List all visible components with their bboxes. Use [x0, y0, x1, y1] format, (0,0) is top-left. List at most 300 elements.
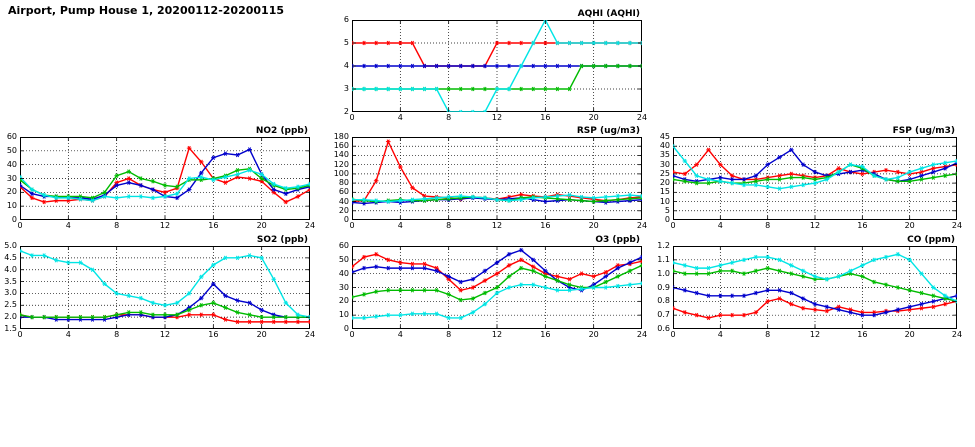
- x-axis-tick-label: 16: [857, 221, 868, 230]
- data-point-marker: [907, 308, 912, 312]
- data-point-marker: [884, 255, 889, 259]
- data-point-marker: [872, 313, 877, 317]
- data-point-marker: [519, 283, 524, 287]
- y-axis-tick-label: 0.6: [657, 324, 670, 333]
- data-point-marker: [628, 64, 633, 68]
- x-axis-tick-label: 8: [765, 330, 771, 339]
- data-point-marker: [555, 288, 560, 292]
- y-axis-tick-label: 60: [6, 132, 17, 141]
- y-axis-tick-label: 1.1: [657, 254, 670, 264]
- x-axis-tick-label: 12: [809, 330, 821, 339]
- data-point-marker: [235, 299, 240, 303]
- data-point-marker: [777, 187, 782, 191]
- data-point-marker: [628, 41, 633, 45]
- data-point-marker: [567, 288, 572, 292]
- x-axis-tick-label: 4: [397, 330, 403, 339]
- data-point-marker: [931, 305, 936, 309]
- data-point-marker: [410, 288, 415, 292]
- data-point-marker: [694, 313, 699, 317]
- data-point-marker: [247, 320, 252, 324]
- data-point-marker: [422, 266, 427, 270]
- data-point-marker: [247, 253, 252, 257]
- data-point-marker: [919, 174, 924, 178]
- y-axis-tick-label: 3: [343, 84, 349, 93]
- x-axis-tick-label: 20: [588, 221, 599, 230]
- data-point-marker: [519, 41, 524, 45]
- data-point-marker: [730, 261, 735, 265]
- y-axis-tick-label: 40: [338, 196, 349, 206]
- x-axis-tick-label: 16: [540, 113, 551, 122]
- x-axis-tick-label: 8: [114, 221, 120, 230]
- y-axis-tick-label: 25: [659, 168, 670, 178]
- x-axis-tick-label: 24: [636, 113, 648, 122]
- data-point-marker: [398, 64, 403, 68]
- data-point-marker: [801, 183, 806, 187]
- data-point-marker: [54, 199, 59, 203]
- data-point-marker: [777, 174, 782, 178]
- data-point-marker: [860, 172, 865, 176]
- x-axis-tick-label: 24: [951, 330, 963, 339]
- data-point-marker: [446, 316, 451, 320]
- data-point-marker: [362, 292, 367, 296]
- data-point-marker: [579, 199, 584, 203]
- data-point-marker: [519, 87, 524, 91]
- y-axis-tick-label: 5: [343, 38, 349, 47]
- data-point-marker: [673, 261, 675, 265]
- data-point-marker: [458, 87, 463, 91]
- y-axis-tick-label: 0.7: [657, 310, 670, 320]
- data-point-marker: [458, 64, 463, 68]
- x-axis-tick-label: 4: [397, 221, 403, 230]
- data-point-marker: [742, 313, 747, 317]
- data-point-marker: [543, 64, 548, 68]
- data-point-marker: [789, 172, 794, 176]
- y-axis-tick-label: 15: [659, 187, 670, 197]
- data-point-marker: [374, 41, 379, 45]
- data-point-marker: [386, 41, 391, 45]
- y-axis-tick-label: 30: [338, 282, 349, 292]
- data-point-marker: [308, 320, 310, 324]
- data-point-marker: [628, 283, 633, 287]
- data-series-line: [20, 251, 310, 317]
- data-point-marker: [567, 198, 572, 202]
- data-point-marker: [801, 274, 806, 278]
- y-axis-tick-label: 140: [333, 150, 349, 160]
- data-point-marker: [694, 266, 699, 270]
- data-point-marker: [706, 294, 711, 298]
- data-point-marker: [789, 272, 794, 276]
- chart-canvas: [673, 137, 957, 220]
- data-point-marker: [543, 87, 548, 91]
- data-point-marker: [730, 294, 735, 298]
- x-axis-tick-label: 20: [588, 113, 599, 122]
- data-point-marker: [683, 288, 688, 292]
- y-axis-tick-label: 10: [338, 310, 349, 320]
- chart-panel: [338, 235, 648, 339]
- data-point-marker: [567, 64, 572, 68]
- x-axis-tick-label: 24: [636, 221, 648, 230]
- data-point-marker: [836, 305, 841, 309]
- data-point-marker: [507, 41, 512, 45]
- data-point-marker: [628, 193, 633, 197]
- x-axis-tick-label: 24: [636, 330, 648, 339]
- data-point-marker: [199, 303, 204, 307]
- data-point-marker: [446, 64, 451, 68]
- data-point-marker: [235, 172, 240, 176]
- chart-title: CO (ppm): [907, 235, 955, 245]
- data-point-marker: [374, 265, 379, 269]
- data-point-marker: [139, 296, 144, 300]
- x-axis-tick-label: 12: [491, 221, 503, 230]
- y-axis-tick-label: 60: [338, 241, 349, 250]
- x-axis-tick-label: 16: [857, 330, 868, 339]
- y-axis-tick-label: 0: [11, 215, 17, 224]
- data-point-marker: [603, 64, 608, 68]
- chart-title: AQHI (AQHI): [577, 9, 640, 19]
- data-point-marker: [777, 269, 782, 273]
- data-point-marker: [126, 194, 131, 198]
- x-axis-tick-label: 20: [904, 221, 915, 230]
- data-point-marker: [836, 308, 841, 312]
- y-axis-tick-label: 0: [343, 215, 349, 224]
- x-axis-tick-label: 8: [446, 221, 452, 230]
- data-point-marker: [683, 272, 688, 276]
- y-axis-tick-label: 6: [343, 15, 349, 24]
- y-axis-tick-label: 35: [659, 150, 670, 160]
- data-point-marker: [139, 194, 144, 198]
- data-point-marker: [777, 177, 782, 181]
- data-point-marker: [789, 176, 794, 180]
- data-point-marker: [730, 181, 735, 185]
- chart-panel: [4, 235, 316, 339]
- data-point-marker: [422, 87, 427, 91]
- data-point-marker: [362, 266, 367, 270]
- y-axis-tick-label: 60: [338, 187, 349, 197]
- data-point-marker: [591, 64, 596, 68]
- data-point-marker: [825, 305, 830, 309]
- x-axis-tick-label: 8: [446, 330, 452, 339]
- data-point-marker: [386, 288, 391, 292]
- data-point-marker: [483, 87, 488, 91]
- data-point-marker: [742, 258, 747, 262]
- data-point-marker: [848, 170, 853, 174]
- data-point-marker: [673, 269, 675, 273]
- x-axis-tick-label: 8: [114, 330, 120, 339]
- chart-canvas: [20, 246, 310, 329]
- data-point-marker: [235, 310, 240, 314]
- x-axis-tick-label: 12: [809, 221, 821, 230]
- data-point-marker: [754, 255, 759, 259]
- y-axis-tick-label: 3.5: [4, 276, 17, 286]
- data-point-marker: [151, 179, 156, 183]
- chart-panel: [333, 126, 648, 230]
- data-point-marker: [374, 64, 379, 68]
- chart-title: O3 (ppb): [595, 235, 640, 245]
- data-point-marker: [683, 310, 688, 314]
- data-point-marker: [754, 269, 759, 273]
- data-point-marker: [247, 177, 252, 181]
- data-point-marker: [884, 168, 889, 172]
- data-point-marker: [519, 193, 524, 197]
- data-point-marker: [410, 87, 415, 91]
- data-point-marker: [789, 185, 794, 189]
- data-point-marker: [555, 274, 560, 278]
- data-point-marker: [919, 177, 924, 181]
- x-axis-tick-label: 16: [208, 330, 219, 339]
- data-point-marker: [352, 295, 354, 299]
- x-axis-tick-label: 0: [349, 330, 355, 339]
- data-point-marker: [434, 288, 439, 292]
- x-axis-tick-label: 0: [670, 221, 676, 230]
- data-point-marker: [410, 266, 415, 270]
- data-point-marker: [247, 313, 252, 317]
- data-point-marker: [896, 179, 901, 183]
- data-point-marker: [386, 313, 391, 317]
- data-point-marker: [872, 310, 877, 314]
- x-axis-tick-label: 8: [765, 221, 771, 230]
- x-axis-tick-label: 8: [446, 113, 452, 122]
- data-point-marker: [531, 64, 536, 68]
- chart-panel: [6, 126, 316, 230]
- data-point-marker: [114, 196, 119, 200]
- page-title: Airport, Pump House 1, 20200112-20200115: [8, 4, 285, 17]
- x-axis-tick-label: 12: [159, 221, 171, 230]
- data-point-marker: [410, 64, 415, 68]
- data-point-marker: [706, 316, 711, 320]
- data-point-marker: [374, 290, 379, 294]
- y-axis-tick-label: 30: [6, 173, 17, 183]
- y-axis-tick-label: 20: [6, 187, 17, 197]
- x-axis-tick-label: 4: [717, 330, 723, 339]
- data-point-marker: [718, 269, 723, 273]
- data-point-marker: [352, 316, 354, 320]
- data-point-marker: [919, 302, 924, 306]
- data-point-marker: [66, 199, 71, 203]
- data-point-marker: [398, 313, 403, 317]
- y-axis-tick-label: 0: [664, 215, 670, 224]
- data-point-marker: [223, 152, 228, 156]
- x-axis-tick-label: 4: [65, 330, 71, 339]
- data-point-marker: [860, 310, 865, 314]
- data-point-marker: [673, 174, 675, 178]
- data-point-marker: [694, 291, 699, 295]
- data-point-marker: [616, 41, 621, 45]
- data-point-marker: [718, 263, 723, 267]
- chart-panel: [657, 235, 963, 339]
- data-point-marker: [673, 177, 675, 181]
- x-axis-tick-label: 24: [304, 330, 316, 339]
- y-axis-tick-label: 100: [333, 168, 349, 178]
- y-axis-tick-label: 10: [6, 201, 17, 211]
- data-point-marker: [730, 269, 735, 273]
- data-point-marker: [362, 87, 367, 91]
- data-point-marker: [706, 272, 711, 276]
- data-point-marker: [848, 308, 853, 312]
- data-point-marker: [825, 309, 830, 313]
- x-axis-tick-label: 4: [717, 221, 723, 230]
- data-point-marker: [211, 313, 216, 317]
- y-axis-tick-label: 1.2: [657, 241, 670, 250]
- data-point-marker: [742, 272, 747, 276]
- data-point-marker: [616, 64, 621, 68]
- data-point-marker: [531, 283, 536, 287]
- y-axis-tick-label: 1.0: [657, 268, 670, 278]
- y-axis-tick-label: 20: [338, 296, 349, 306]
- data-point-marker: [126, 294, 131, 298]
- data-point-marker: [199, 178, 204, 182]
- data-point-marker: [42, 200, 47, 204]
- data-point-marker: [955, 294, 957, 298]
- chart-title: SO2 (ppb): [256, 235, 308, 245]
- chart-canvas: [352, 137, 642, 220]
- data-point-marker: [919, 170, 924, 174]
- y-axis-tick-label: 50: [338, 254, 349, 264]
- data-point-marker: [603, 41, 608, 45]
- data-point-marker: [603, 195, 608, 199]
- data-point-marker: [434, 64, 439, 68]
- y-axis-tick-label: 1.5: [4, 324, 17, 333]
- x-axis-tick-label: 0: [349, 221, 355, 230]
- y-axis-tick-label: 40: [338, 268, 349, 278]
- data-point-marker: [30, 253, 35, 257]
- data-point-marker: [386, 266, 391, 270]
- data-point-marker: [531, 87, 536, 91]
- data-point-marker: [223, 318, 228, 322]
- data-point-marker: [223, 306, 228, 310]
- data-point-marker: [284, 320, 289, 324]
- data-point-marker: [931, 163, 936, 167]
- data-point-marker: [706, 266, 711, 270]
- data-point-marker: [30, 315, 35, 319]
- data-point-marker: [579, 41, 584, 45]
- y-axis-tick-label: 160: [333, 141, 349, 151]
- data-point-marker: [271, 320, 276, 324]
- y-axis-tick-label: 45: [659, 132, 670, 141]
- chart-panel: [659, 126, 963, 230]
- x-axis-tick-label: 16: [208, 221, 219, 230]
- data-point-marker: [199, 313, 204, 317]
- data-point-marker: [742, 294, 747, 298]
- data-point-marker: [386, 87, 391, 91]
- data-point-marker: [706, 177, 711, 181]
- data-point-marker: [825, 277, 830, 281]
- x-axis-tick-label: 20: [256, 221, 267, 230]
- y-axis-tick-label: 2: [343, 107, 349, 116]
- y-axis-tick-label: 4: [343, 61, 349, 70]
- x-axis-tick-label: 12: [491, 330, 503, 339]
- data-point-marker: [495, 64, 500, 68]
- x-axis-tick-label: 20: [588, 330, 599, 339]
- data-point-marker: [42, 253, 47, 257]
- data-point-marker: [730, 177, 735, 181]
- chart-canvas: [352, 246, 642, 329]
- data-point-marker: [848, 310, 853, 314]
- data-point-marker: [943, 174, 948, 178]
- data-point-marker: [603, 286, 608, 290]
- y-axis-tick-label: 120: [333, 159, 349, 169]
- data-point-marker: [683, 263, 688, 267]
- data-point-marker: [471, 110, 476, 112]
- x-axis-tick-label: 4: [397, 113, 403, 122]
- data-point-marker: [20, 313, 22, 317]
- data-point-marker: [151, 196, 156, 200]
- y-axis-tick-label: 0: [343, 324, 349, 333]
- data-point-marker: [555, 87, 560, 91]
- data-point-marker: [235, 320, 240, 324]
- x-axis-tick-label: 24: [304, 221, 316, 230]
- data-point-marker: [943, 161, 948, 165]
- data-point-marker: [410, 262, 415, 266]
- y-axis-tick-label: 2.5: [4, 300, 17, 310]
- chart-canvas: [673, 246, 957, 329]
- y-axis-tick-label: 40: [6, 159, 17, 169]
- x-axis-tick-label: 12: [159, 330, 171, 339]
- data-point-marker: [919, 291, 924, 295]
- x-axis-tick-label: 0: [670, 330, 676, 339]
- y-axis-tick-label: 5: [664, 205, 670, 215]
- y-axis-tick-label: 40: [659, 141, 670, 151]
- y-axis-tick-label: 2.0: [4, 312, 17, 322]
- y-axis-tick-label: 5.0: [4, 241, 17, 250]
- data-point-marker: [931, 170, 936, 174]
- data-point-marker: [896, 286, 901, 290]
- x-axis-tick-label: 16: [540, 330, 551, 339]
- x-axis-tick-label: 20: [256, 330, 267, 339]
- data-point-marker: [374, 87, 379, 91]
- y-axis-tick-label: 50: [6, 145, 17, 155]
- data-point-marker: [931, 176, 936, 180]
- data-point-marker: [163, 183, 168, 187]
- data-point-marker: [742, 177, 747, 181]
- data-point-marker: [931, 166, 936, 170]
- x-axis-tick-label: 0: [17, 330, 23, 339]
- chart-title: NO2 (ppb): [255, 126, 308, 136]
- x-axis-tick-label: 0: [349, 113, 355, 122]
- data-point-marker: [801, 306, 806, 310]
- chart-title: FSP (ug/m3): [892, 126, 955, 136]
- x-axis-tick-label: 20: [904, 330, 915, 339]
- x-axis-tick-label: 24: [951, 221, 963, 230]
- x-axis-tick-label: 4: [65, 221, 71, 230]
- data-point-marker: [706, 181, 711, 185]
- data-point-marker: [187, 313, 192, 317]
- data-point-marker: [471, 87, 476, 91]
- data-point-marker: [567, 41, 572, 45]
- y-axis-tick-label: 30: [659, 159, 670, 169]
- data-point-marker: [362, 316, 367, 320]
- data-point-marker: [362, 201, 367, 205]
- data-point-marker: [296, 320, 301, 324]
- data-point-marker: [730, 313, 735, 317]
- data-point-marker: [718, 313, 723, 317]
- data-point-marker: [362, 41, 367, 45]
- chart-title: RSP (ug/m3): [576, 126, 640, 136]
- data-point-marker: [943, 302, 948, 306]
- y-axis-tick-label: 0.9: [657, 282, 670, 292]
- data-point-marker: [458, 110, 463, 112]
- data-point-marker: [151, 301, 156, 305]
- data-point-marker: [907, 305, 912, 309]
- data-point-marker: [919, 306, 924, 310]
- chart-canvas: [352, 20, 642, 112]
- data-point-marker: [931, 299, 936, 303]
- data-point-marker: [813, 308, 818, 312]
- y-axis-tick-label: 0.8: [657, 296, 670, 306]
- data-point-marker: [235, 256, 240, 260]
- data-point-marker: [126, 181, 131, 185]
- y-axis-tick-label: 80: [338, 178, 349, 188]
- data-point-marker: [919, 166, 924, 170]
